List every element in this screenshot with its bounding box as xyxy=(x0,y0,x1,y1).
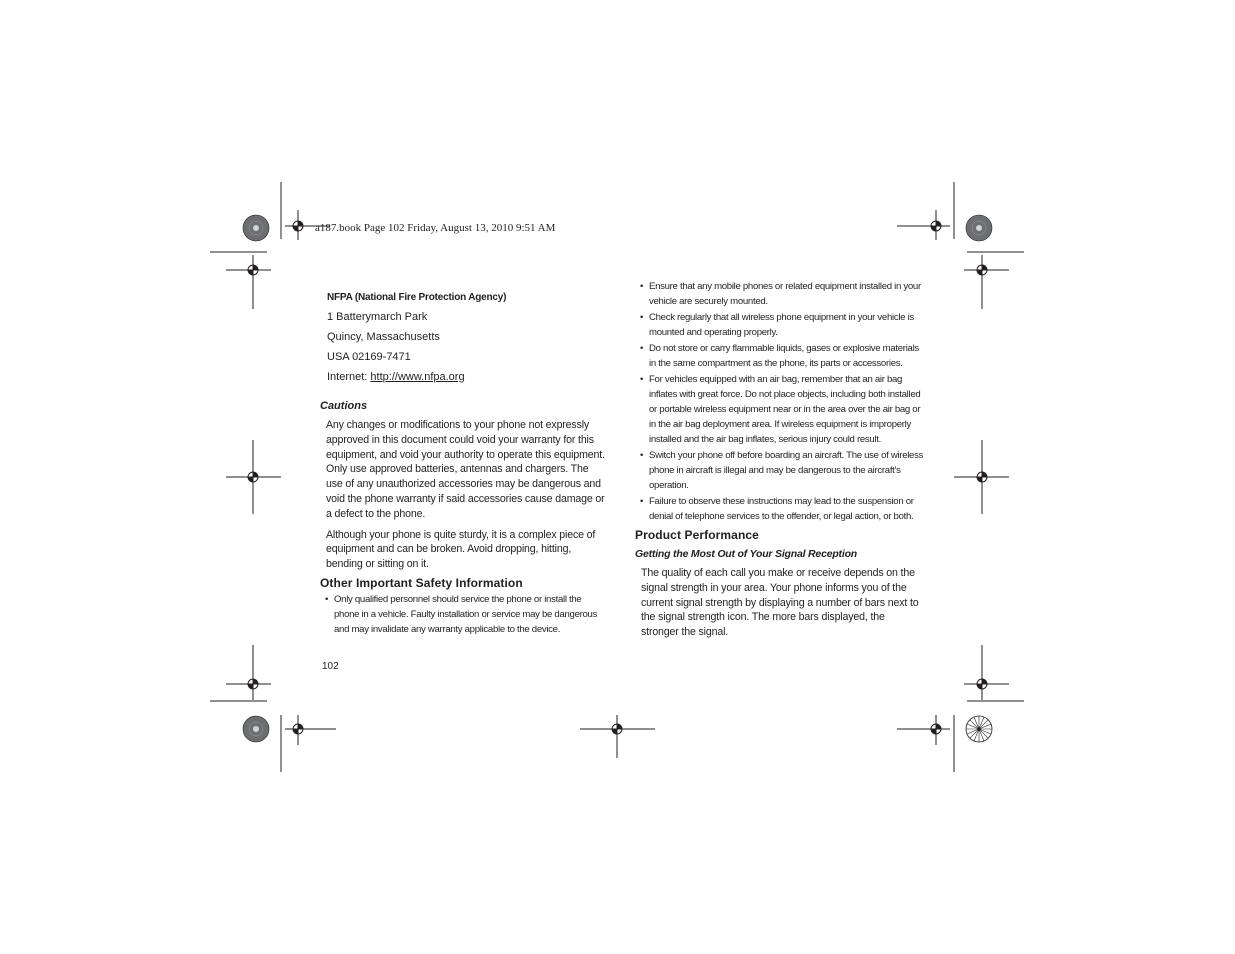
list-item: • Switch your phone off before boarding an aircraft. The use of wireless phone in aircraft is illegal and may be dangerous to the aircraft's operation. xyxy=(635,448,925,493)
product-performance-heading: Product Performance xyxy=(635,528,759,542)
book-info-header: a187.book Page 102 Friday, August 13, 2010 9:51 AM xyxy=(315,222,556,234)
other-safety-list xyxy=(320,592,606,637)
list-item: • For vehicles equipped with an air bag, remember that an air bag inflates with great force. Do not place objects, including both installed or portable wireless equipment near or in the area over the air bag or in the air bag deployment area. If wireless equipment is improperly installed and the air bag inflates, serious injury could result. xyxy=(635,372,925,447)
other-safety-heading: Other Important Safety Information xyxy=(320,575,523,590)
nfpa-link[interactable]: http://www.nfpa.org xyxy=(370,371,465,383)
right-column xyxy=(635,277,925,640)
list-item: • Failure to observe these instructions may lead to the suspension or denial of telephone services to the offender, or legal action, or both. xyxy=(635,494,925,524)
left-column xyxy=(320,292,606,638)
list-item: • Ensure that any mobile phones or related equipment installed in your vehicle are securely mounted. xyxy=(635,279,925,309)
address-line: USA 02169-7471 xyxy=(327,351,411,363)
internet-label: Internet: xyxy=(327,371,371,383)
signal-paragraph: The quality of each call you make or receive depends on the signal strength in your area. Your phone informs you of the current signal strength by displaying a number of bars next to the signal strength icon. The more bars displayed, the stronger the signal. xyxy=(641,567,919,639)
page-number: 102 xyxy=(322,661,339,672)
cautions-paragraph: Any changes or modifications to your phone not expressly approved in this document could void your warranty for this equipment, and void your authority to operate this equipment. Only use approved batteries, antennas and chargers. The use of any unauthorized accessories may be dangerous and void the phone warranty if said accessories cause damage or a defect to the phone. xyxy=(326,419,605,520)
nfpa-title: NFPA (National Fire Protection Agency) xyxy=(327,292,507,303)
internet-line xyxy=(327,371,606,383)
signal-reception-subheading: Getting the Most Out of Your Signal Reception xyxy=(635,548,858,560)
cautions-paragraph: Although your phone is quite sturdy, it is a complex piece of equipment and can be broken. Avoid dropping, hitting, bending or sitting on it. xyxy=(326,528,596,571)
list-item: • Check regularly that all wireless phone equipment in your vehicle is mounted and operating properly. xyxy=(635,310,925,340)
cautions-heading: Cautions xyxy=(320,400,368,412)
address-line: Quincy, Massachusetts xyxy=(327,331,440,343)
list-item: • Only qualified personnel should service the phone or install the phone in a vehicle. Faulty installation or service may be dangerous and may invalidate any warranty applicable to the device. xyxy=(320,592,606,637)
address-line: 1 Batterymarch Park xyxy=(327,311,428,323)
vehicle-safety-list xyxy=(635,279,925,524)
list-item: • Do not store or carry flammable liquids, gases or explosive materials in the same compartment as the phone, its parts or accessories. xyxy=(635,341,925,371)
